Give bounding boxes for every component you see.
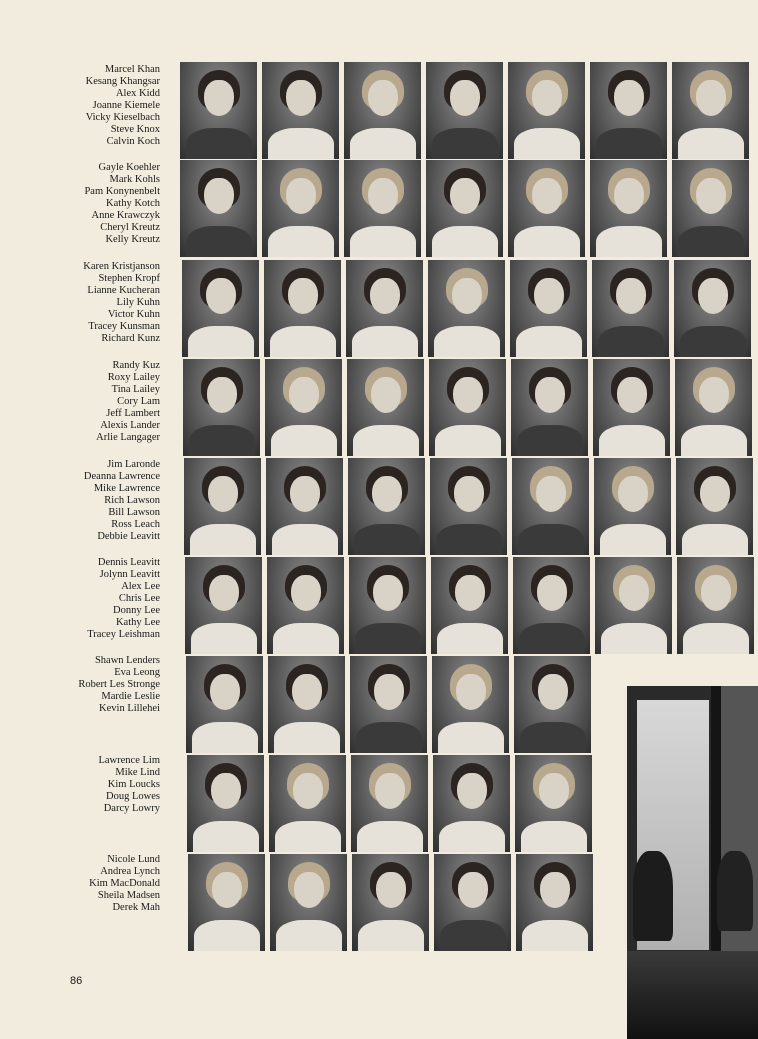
student-portrait [269,755,346,852]
student-name: Tina Lailey [111,384,160,395]
candid-photo [627,686,758,1039]
student-name: Debbie Leavitt [97,531,160,542]
student-name: Nicole Lund [107,854,160,865]
student-name: Joanne Kiemele [92,100,160,111]
student-portrait [348,458,425,555]
student-portrait [674,260,751,357]
name-list [20,655,160,715]
student-name: Karen Kristjanson [83,261,160,272]
student-name: Kim Loucks [107,779,160,790]
student-portrait [594,458,671,555]
student-portrait [515,755,592,852]
student-portrait [426,160,503,257]
student-portrait [675,359,752,456]
person-silhouette [633,851,673,941]
portrait-row [187,755,592,852]
student-name: Gayle Koehler [98,162,160,173]
student-portrait [431,557,508,654]
student-name: Victor Kuhn [107,309,160,320]
student-name: Vicky Kieselbach [85,112,160,123]
student-name: Deanna Lawrence [83,471,160,482]
student-name: Anne Krawczyk [91,210,160,221]
student-name: Doug Lowes [106,791,160,802]
student-portrait [184,458,261,555]
name-list [20,459,160,543]
student-portrait [267,557,344,654]
name-list [20,854,160,914]
student-name: Cheryl Kreutz [100,222,160,233]
student-portrait [347,359,424,456]
student-portrait [595,557,672,654]
student-name: Steve Knox [110,124,160,135]
student-portrait [344,160,421,257]
student-portrait [352,854,429,951]
student-portrait [428,260,505,357]
student-portrait [270,854,347,951]
student-portrait [188,854,265,951]
student-portrait [185,557,262,654]
student-portrait [264,260,341,357]
student-portrait [672,160,749,257]
student-portrait [346,260,423,357]
student-name: Richard Kunz [101,333,160,344]
student-name: Mike Lind [115,767,160,778]
name-list [20,261,160,345]
student-portrait [676,458,753,555]
student-name: Rich Lawson [104,495,160,506]
student-portrait [677,557,754,654]
portrait-row [183,359,752,456]
student-name: Marcel Khan [104,64,160,75]
student-name: Bill Lawson [108,507,160,518]
person-silhouette [717,851,753,931]
student-name: Stephen Kropf [98,273,160,284]
student-name: Donny Lee [113,605,160,616]
student-portrait [590,160,667,257]
student-name: Randy Kuz [112,360,160,371]
student-name: Lawrence Lim [98,755,160,766]
student-name: Darcy Lowry [103,803,160,814]
student-portrait [268,656,345,753]
student-name: Shawn Lenders [94,655,160,666]
student-name: Kim MacDonald [89,878,160,889]
student-portrait [426,62,503,159]
student-portrait [432,656,509,753]
page-number: 86 [70,975,83,987]
portrait-row [182,260,751,357]
student-portrait [183,359,260,456]
student-name: Kathy Lee [115,617,160,628]
name-list [20,360,160,444]
student-name: Calvin Koch [106,136,160,147]
name-list [20,162,160,246]
student-name: Mardie Leslie [101,691,160,702]
student-name: Kevin Lillehei [99,703,160,714]
student-portrait [512,458,589,555]
student-portrait [266,458,343,555]
student-name: Pam Konynenbelt [84,186,160,197]
portrait-row [184,458,753,555]
student-portrait [180,160,257,257]
student-portrait [344,62,421,159]
student-portrait [349,557,426,654]
student-portrait [510,260,587,357]
student-portrait [508,160,585,257]
student-name: Kesang Khangsar [85,76,160,87]
student-name: Alex Kidd [115,88,160,99]
student-name: Kathy Kotch [106,198,160,209]
student-name: Cory Lam [117,396,160,407]
student-name: Mike Lawrence [93,483,160,494]
student-portrait [508,62,585,159]
student-portrait [516,854,593,951]
student-name: Derek Mah [112,902,160,913]
name-list [20,755,160,815]
student-name: Tracey Leishman [87,629,160,640]
student-portrait [186,656,263,753]
student-name: Jeff Lambert [106,408,160,419]
name-list [20,557,160,641]
student-portrait [265,359,342,456]
student-portrait [434,854,511,951]
portrait-row [186,656,591,753]
student-portrait [511,359,588,456]
student-name: Chris Lee [118,593,160,604]
student-name: Andrea Lynch [100,866,160,877]
portrait-row [188,854,593,951]
student-portrait [592,260,669,357]
floor [627,951,758,1039]
student-portrait [351,755,428,852]
student-portrait [514,656,591,753]
student-portrait [590,62,667,159]
student-name: Eva Leong [114,667,160,678]
student-name: Sheila Madsen [97,890,160,901]
student-name: Roxy Lailey [107,372,160,383]
student-name: Ross Leach [111,519,160,530]
student-name: Jim Laronde [107,459,160,470]
student-name: Alexis Lander [100,420,160,431]
student-portrait [593,359,670,456]
student-name: Jolynn Leavitt [99,569,160,580]
student-name: Alex Lee [121,581,160,592]
student-name: Kelly Kreutz [105,234,160,245]
student-name: Arlie Langager [96,432,160,443]
student-portrait [433,755,510,852]
student-portrait [262,160,339,257]
student-portrait [182,260,259,357]
student-portrait [262,62,339,159]
student-portrait [513,557,590,654]
student-portrait [350,656,427,753]
student-name: Lily Kuhn [116,297,160,308]
student-name: Tracey Kunsman [88,321,160,332]
portrait-row [180,160,749,257]
portrait-row [180,62,749,159]
portrait-row [185,557,754,654]
student-name: Dennis Leavitt [97,557,160,568]
student-portrait [180,62,257,159]
student-name: Robert Les Stronge [78,679,160,690]
student-portrait [187,755,264,852]
student-portrait [672,62,749,159]
name-list [20,64,160,148]
student-name: Lianne Kucheran [87,285,160,296]
student-portrait [429,359,506,456]
student-portrait [430,458,507,555]
student-name: Mark Kohls [109,174,160,185]
